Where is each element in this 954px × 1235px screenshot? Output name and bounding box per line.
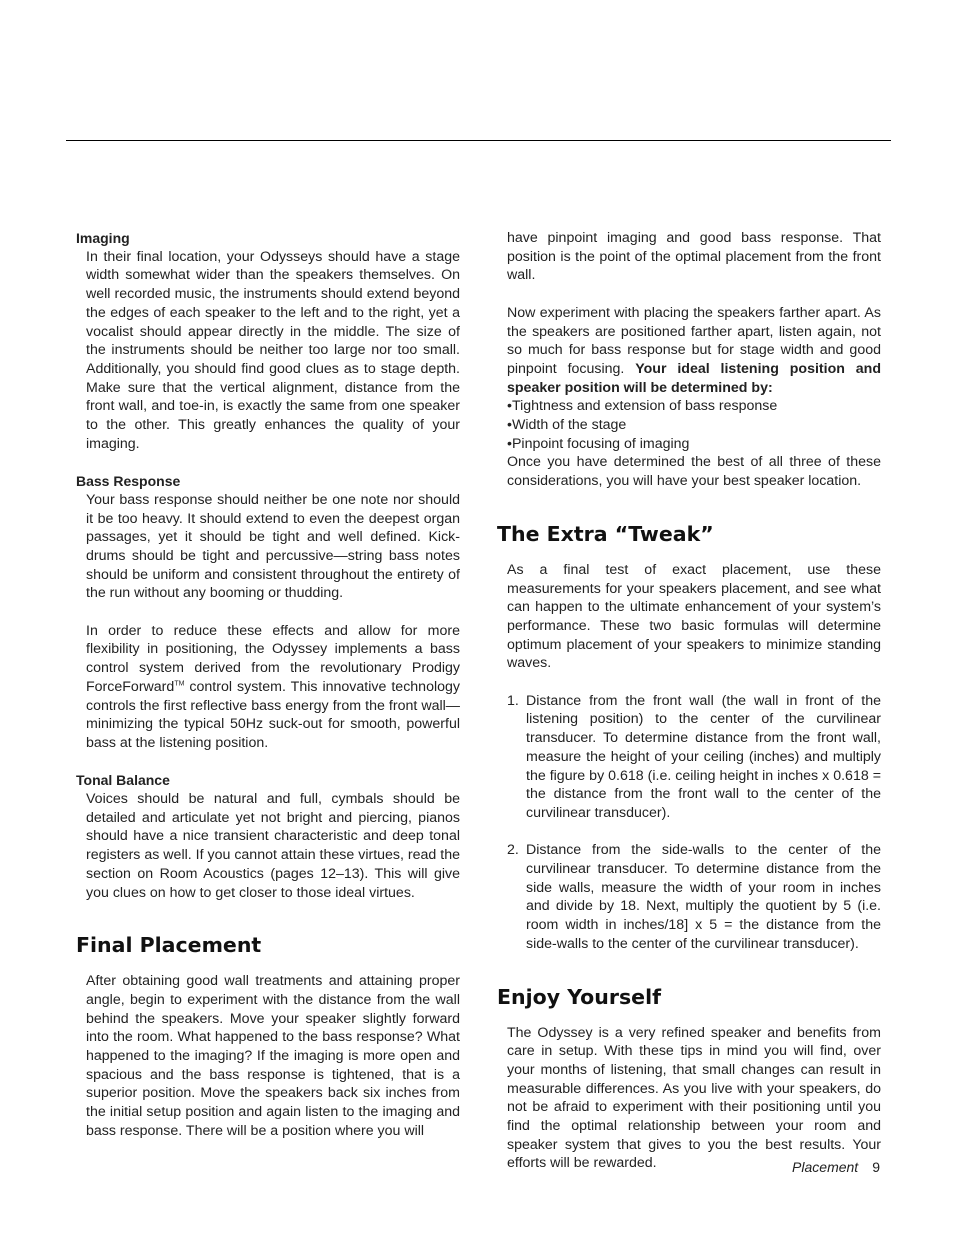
footer-section: Placement — [792, 1159, 859, 1175]
enjoy-yourself-body: The Odyssey is a very refined speaker and benefits from care in setup. With these tips in mind you will find, over your months of listening, that small changes can result in measurable differences. As you live with your speakers, do not be afraid to experiment with their positioning until you find the optimal relationship between your room and speaker system that gives to you the best results. Your efforts will be rewarded. — [507, 1024, 881, 1172]
bullet-list — [497, 397, 881, 453]
final-placement-heading: Final Placement — [76, 933, 262, 958]
tonal-balance-heading: Tonal Balance — [76, 772, 170, 789]
conclusion-body: Once you have determined the best of all three of these considerations, you will have your best speaker location. — [507, 454, 881, 490]
final-placement-body: After obtaining good wall treatments and attaining proper angle, begin to experiment with the distance from the wall behind the speakers. Move your speaker slightly forward into the room. What happened to the bass response? What happened to the imaging? If the imaging is more open and spacious and the bass response is tightened, that is a superior position. Move the speakers back six inches from the initial setup position and again listen to the imaging and bass response. There will be a position where you will — [86, 973, 460, 1139]
bullet-item: •Width of the stage — [507, 417, 627, 434]
bass-response-heading: Bass Response — [76, 473, 181, 490]
imaging-heading: Imaging — [76, 230, 130, 246]
bullet-item: •Pinpoint focusing of imaging — [507, 435, 690, 452]
trademark-mark: TM — [174, 680, 185, 688]
enjoy-yourself-heading: Enjoy Yourself — [497, 984, 662, 1009]
extra-tweak-heading: The Extra “Tweak” — [497, 521, 714, 546]
tonal-balance-body: Voices should be natural and full, cymbals should be detailed and articulate yet not bright and piercing, pianos should have a nice transient characteristic and deep tonal registers as well. If you cannot attain these virtues, read the section on Room Acoustics (pages 12–13). This will give you clues on how to get closer to those ideal virtues. — [86, 791, 460, 901]
page-footer — [792, 1159, 880, 1175]
imaging-body: In their final location, your Odysseys should have a stage width somewhat wider than the speakers themselves. On well recorded music, the instruments should extend beyond the edges of each speaker to the left and to the right, yet a vocalist should appear directly in the middle. The size of the instruments should be neither too large nor too small. Additionally, you should find good clues as to stage depth. Make sure that the vertical alignment, distance from the front wall, and toe-in, is exactly the same from one speaker to the other. This greatly enhances the quality of your imaging. — [86, 248, 460, 452]
continued-body: have pinpoint imaging and good bass response. That position is the point of the optimal placement from the front wall. — [507, 230, 881, 284]
left-column — [76, 229, 460, 1141]
apart-bold: Your ideal listening position and speaker position will be determined by: — [507, 360, 881, 396]
extra-tweak-intro: As a final test of exact placement, use these measurements for your speakers placement, and see what can happen to the ultimate enhancement of your system’s performance. These two basic formulas will determine optimum placement of your speakers to minimize standing waves. — [507, 561, 881, 672]
formula-item: 2. Distance from the side-walls to the center of the curvilinear transducer. To determine distance from the side walls, measure the width of your room in inches and divide by 18. Next, multiply the quotient by 5 (i.e. room width in inches/18] x 5 = the distance from the side-walls to the center of the curvilinear transducer). — [507, 842, 881, 952]
apart-body: Now experiment with placing the speakers farther apart. As the speakers are positioned farther apart, listen again, not so much for bass response but for stage width and good pinpoint focusing. Your ideal listening position and speaker position will be determined by: — [507, 304, 881, 396]
bass-response-body: Your bass response should neither be one note nor should it be too heavy. It should extend to even the deepest organ passages, yet it should be tight and well defined. Kick-drums should be tight and percussive—string bass notes should be uniform and consistent throughout the entirety of the run without any booming or thudding. — [86, 491, 460, 602]
formula-list — [497, 692, 881, 954]
right-column — [497, 229, 881, 1173]
page-number: 9 — [872, 1159, 880, 1175]
bullet-item: •Tightness and extension of bass response — [507, 398, 778, 415]
header-rule — [66, 140, 891, 141]
bass-control-body: In order to reduce these effects and allow for more flexibility in positioning, the Odyssey implements a bass control system derived from the revolutionary Prodigy ForceForward™ control system. This innovative technology controls the first reflective bass energy from the front wall—minimizing the typical 50Hz suck-out for smooth, powerful bass at the listening position. — [86, 622, 460, 751]
formula-item: 1. Distance from the front wall (the wall in front of the listening position) to the center of the curvilinear transducer. To determine distance from the front wall, measure the height of your ceiling (inches) and multiply the figure by 0.618 (i.e. ceiling height in inches x 0.618 = the distance from the front wall to the center of the curvilinear transducer). — [507, 692, 881, 821]
